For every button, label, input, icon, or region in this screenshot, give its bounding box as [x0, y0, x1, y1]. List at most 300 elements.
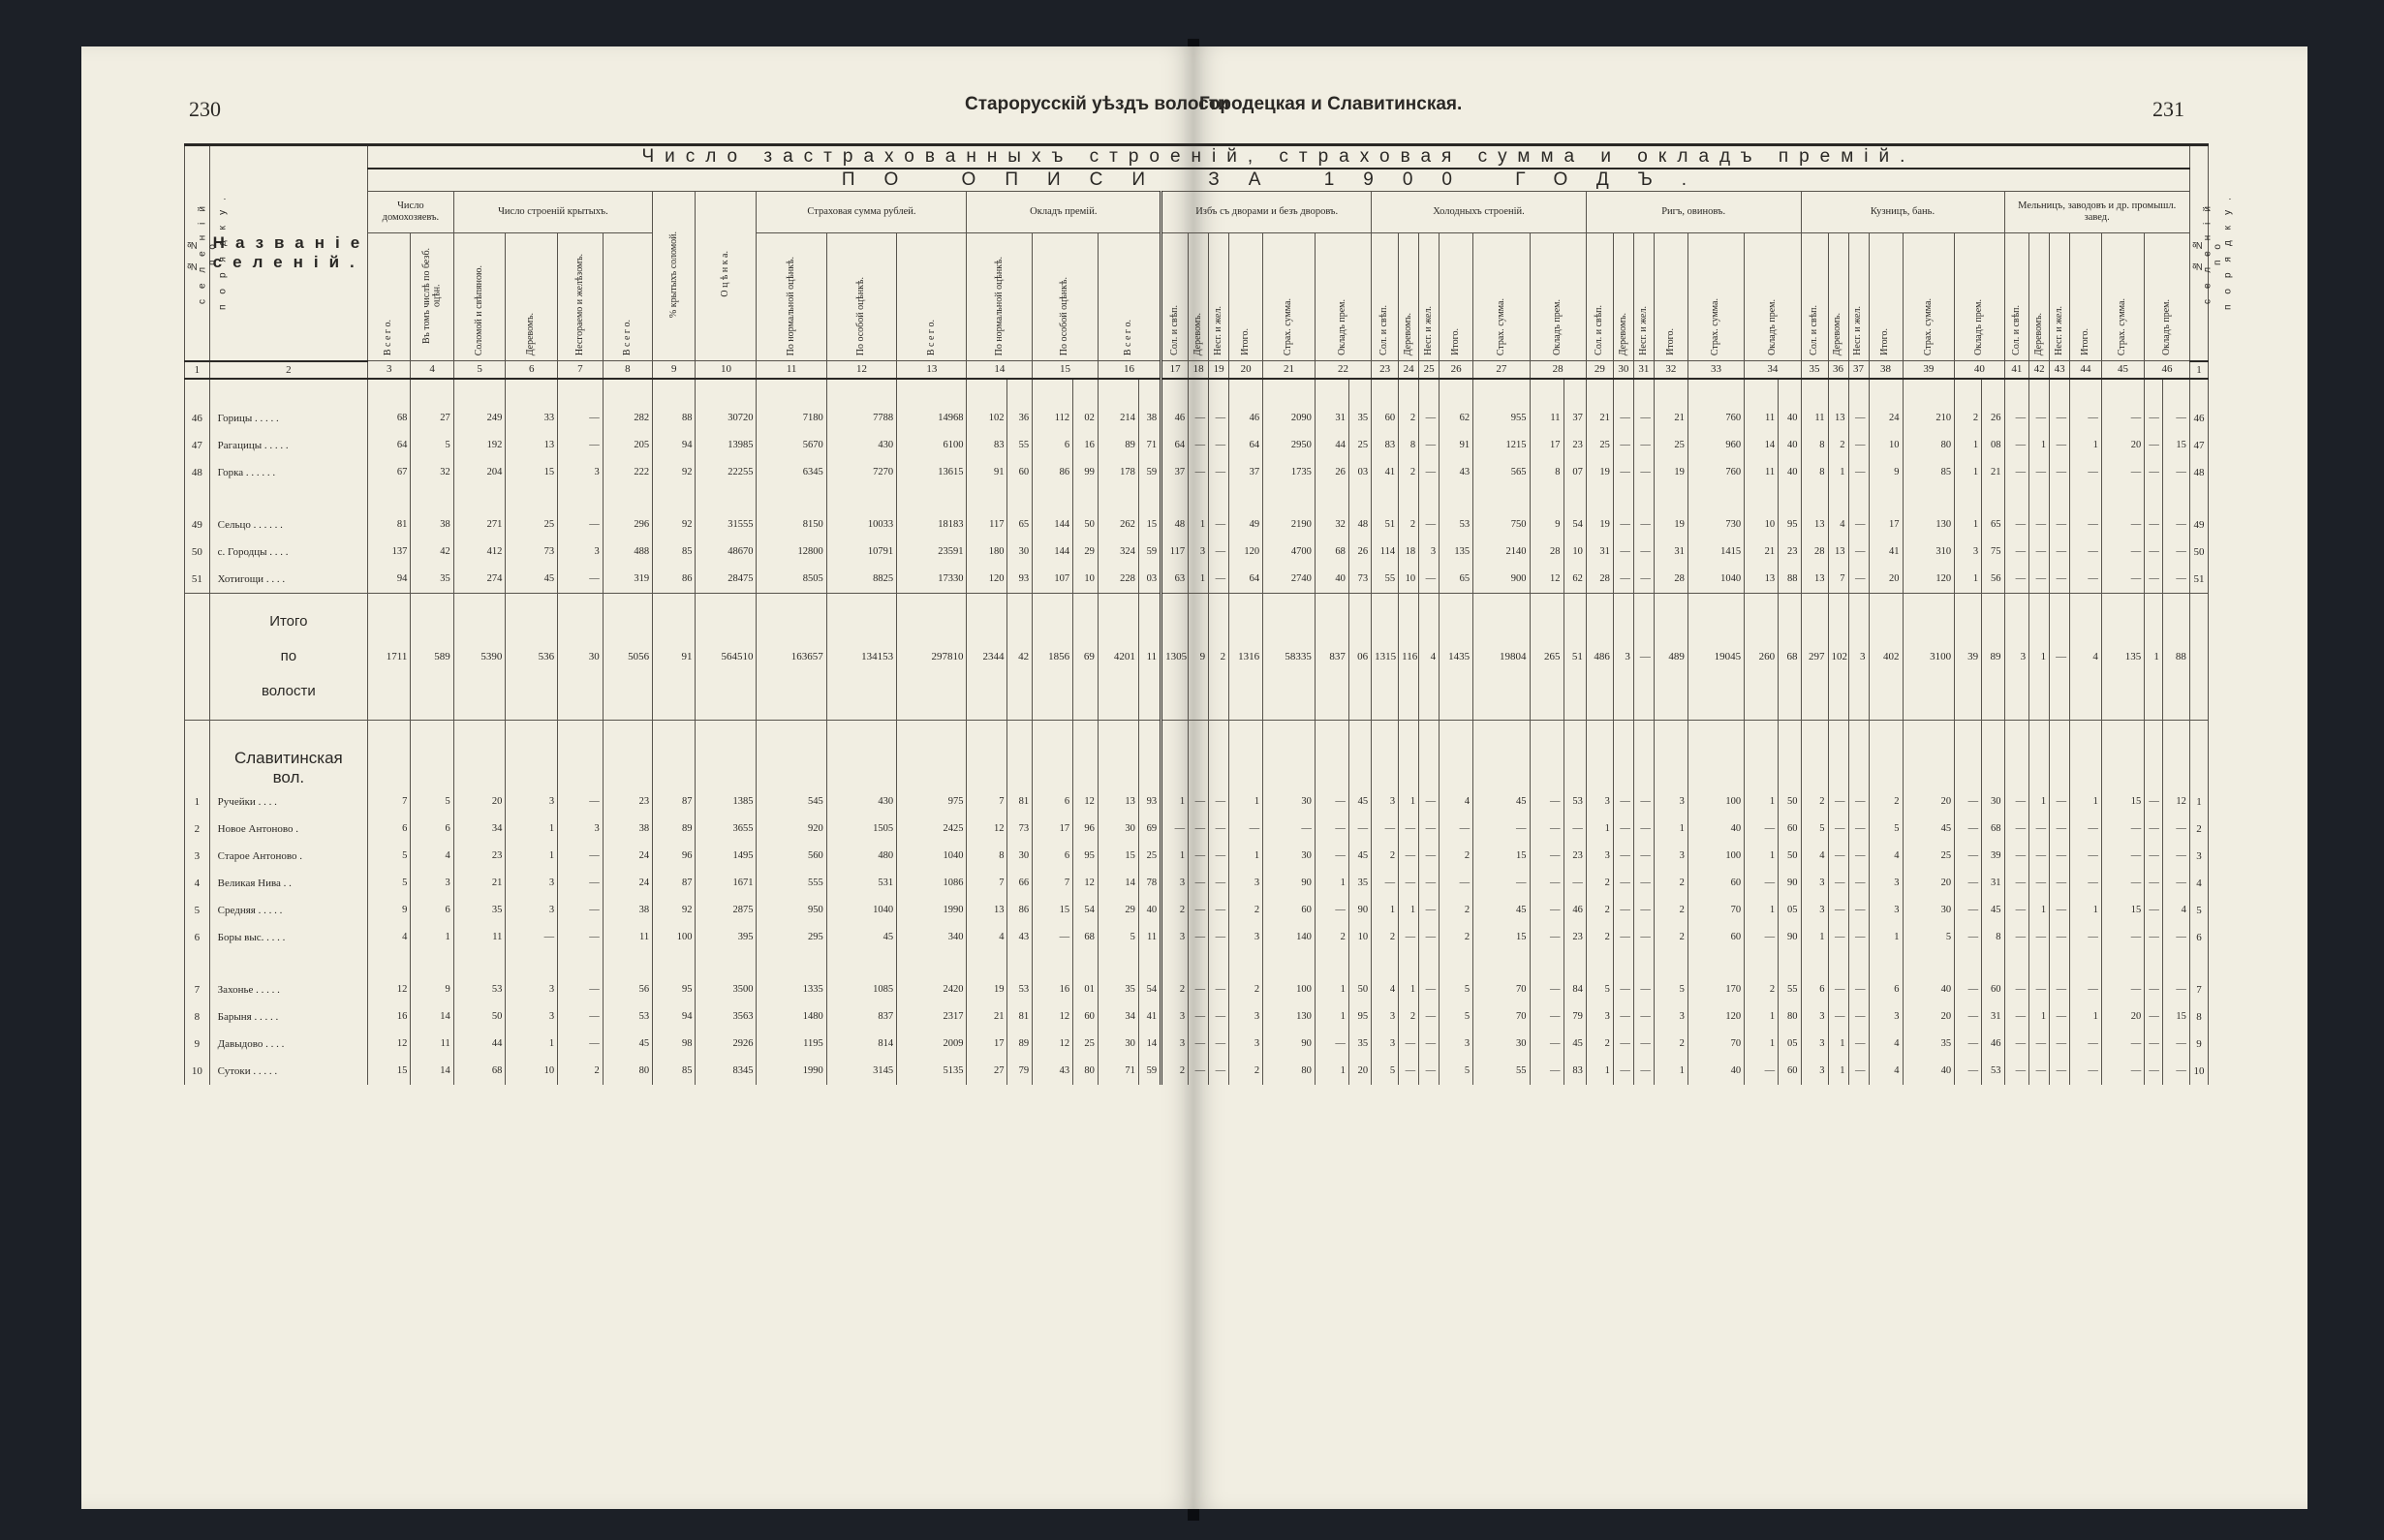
cell-c20: 49: [1229, 511, 1263, 539]
cell-c44: —: [2070, 405, 2102, 432]
cell-c46b: —: [2162, 843, 2189, 870]
cell-c15b: 80: [1073, 1058, 1099, 1085]
cell-c17: 2: [1161, 976, 1189, 1003]
cell-c23: 4: [1372, 976, 1399, 1003]
cell-c25: —: [1419, 432, 1440, 459]
cell-c31: —: [1633, 897, 1654, 924]
cell-c42: —: [2029, 1031, 2050, 1058]
cell-c22a: 1: [1315, 1058, 1348, 1085]
column-number: 8: [603, 361, 652, 379]
cell-c44: 1: [2070, 897, 2102, 924]
cell-c16b: 11: [1138, 924, 1161, 951]
cell-c10: 8345: [696, 1058, 757, 1085]
cell-c22b: 48: [1348, 511, 1371, 539]
column-number: 22: [1315, 361, 1371, 379]
row-number-right: 47: [2189, 432, 2208, 459]
cell-c5: 204: [453, 459, 506, 486]
cell-c29: 2: [1586, 924, 1613, 951]
cell-c18: —: [1189, 1003, 1209, 1031]
cell-c27: 45: [1473, 897, 1530, 924]
cell-c15a: 12: [1033, 1003, 1073, 1031]
cell-c22b: 95: [1348, 1003, 1371, 1031]
cell-c31: —: [1633, 566, 1654, 594]
cell-c11: 12800: [757, 539, 826, 566]
cell-c22a: 68: [1315, 539, 1348, 566]
cell-c30: —: [1613, 1031, 1633, 1058]
hdr-izby-itogo: Итого.: [1229, 233, 1263, 361]
cell-c36: 13: [1828, 405, 1848, 432]
cell-c35: 11: [1801, 405, 1828, 432]
hdr-vsego-2: В с е г о.: [603, 233, 652, 361]
row-number: 3: [185, 843, 210, 870]
total-c32: 489: [1654, 593, 1687, 720]
cell-c26: 2: [1440, 843, 1473, 870]
cell-c29: 3: [1586, 788, 1613, 816]
cell-c12: 7270: [826, 459, 896, 486]
cell-c16a: 13: [1098, 788, 1138, 816]
cell-c30: —: [1613, 405, 1633, 432]
cell-c35: 8: [1801, 459, 1828, 486]
cell-c14b: 81: [1007, 1003, 1033, 1031]
cell-c7: —: [558, 843, 604, 870]
cell-c9: 85: [653, 539, 696, 566]
cell-c30: —: [1613, 976, 1633, 1003]
cell-c33: 730: [1687, 511, 1744, 539]
cell-c31: —: [1633, 816, 1654, 843]
cell-c46b: —: [2162, 566, 2189, 594]
cell-c4: 4: [411, 843, 453, 870]
cell-c24: 2: [1399, 405, 1419, 432]
cell-c14b: 36: [1007, 405, 1033, 432]
cell-c8: 38: [603, 816, 652, 843]
cell-c19: —: [1209, 788, 1229, 816]
cell-c12: 814: [826, 1031, 896, 1058]
cell-c3: 4: [368, 924, 411, 951]
cell-c5: 274: [453, 566, 506, 594]
row-number-right: 1: [2189, 788, 2208, 816]
cell-c22a: 2: [1315, 924, 1348, 951]
cell-c46b: 4: [2162, 897, 2189, 924]
row-number-right: 46: [2189, 405, 2208, 432]
cell-c40b: 31: [1982, 870, 2004, 897]
row-number-right: 2: [2189, 816, 2208, 843]
po-opisi-subtitle: ПО ОПИСИ ЗА 1900 ГОДЪ.: [368, 169, 2190, 192]
cell-c30: —: [1613, 539, 1633, 566]
cell-c28a: 8: [1530, 459, 1564, 486]
cell-c37: —: [1848, 405, 1869, 432]
cell-c39: 130: [1903, 511, 1955, 539]
cell-c23: 3: [1372, 1031, 1399, 1058]
cell-c43: —: [2050, 432, 2070, 459]
cell-c5: 21: [453, 870, 506, 897]
cell-c18: 3: [1189, 539, 1209, 566]
cell-c34b: 05: [1779, 897, 1801, 924]
cell-c17: 3: [1161, 1031, 1189, 1058]
cell-c44: —: [2070, 459, 2102, 486]
cell-c4: 14: [411, 1058, 453, 1085]
cell-c28a: —: [1530, 1003, 1564, 1031]
cell-c20: 3: [1229, 870, 1263, 897]
total-c46b: 88: [2162, 593, 2189, 720]
cell-c3: 16: [368, 1003, 411, 1031]
cell-c14a: 83: [967, 432, 1007, 459]
cell-c18: —: [1189, 432, 1209, 459]
cell-c21: —: [1263, 816, 1316, 843]
cell-c13: 975: [897, 788, 967, 816]
cell-c15b: 29: [1073, 539, 1099, 566]
cell-c18: —: [1189, 897, 1209, 924]
cell-c24: 2: [1399, 459, 1419, 486]
cell-c31: —: [1633, 511, 1654, 539]
cell-c17: 2: [1161, 1058, 1189, 1085]
cell-c28b: —: [1564, 870, 1586, 897]
cell-c8: 11: [603, 924, 652, 951]
cell-c42: —: [2029, 511, 2050, 539]
cell-c6: 3: [506, 788, 558, 816]
cell-c14a: 19: [967, 976, 1007, 1003]
cell-c38: 9: [1869, 459, 1903, 486]
cell-c33: 60: [1687, 924, 1744, 951]
cell-c15a: 7: [1033, 870, 1073, 897]
cell-c28b: 10: [1564, 539, 1586, 566]
cell-c6: —: [506, 924, 558, 951]
settlement-name: Сутоки . . . . .: [209, 1058, 367, 1085]
cell-c46b: —: [2162, 539, 2189, 566]
cell-c3: 94: [368, 566, 411, 594]
cell-c32: 2: [1654, 1031, 1687, 1058]
column-number: 33: [1687, 361, 1744, 379]
total-c29: 486: [1586, 593, 1613, 720]
cell-c23: 83: [1372, 432, 1399, 459]
cell-c22b: —: [1348, 816, 1371, 843]
cell-c43: —: [2050, 566, 2070, 594]
cell-c34b: 60: [1779, 1058, 1801, 1085]
row-number-right: 49: [2189, 511, 2208, 539]
cell-c35: 1: [1801, 924, 1828, 951]
cell-c39: 40: [1903, 976, 1955, 1003]
cell-c44: —: [2070, 870, 2102, 897]
total-c6: 536: [506, 593, 558, 720]
cell-c34a: —: [1745, 1058, 1779, 1085]
cell-c34b: 90: [1779, 870, 1801, 897]
total-c9: 91: [653, 593, 696, 720]
cell-c35: 2: [1801, 788, 1828, 816]
cell-c14b: 30: [1007, 539, 1033, 566]
cell-c23: 3: [1372, 1003, 1399, 1031]
cell-c20: 3: [1229, 924, 1263, 951]
cell-c18: 1: [1189, 566, 1209, 594]
cell-c46a: —: [2145, 459, 2163, 486]
column-number: 9: [653, 361, 696, 379]
hdr-mel-oklad: Окладъ прем.: [2145, 233, 2190, 361]
cell-c30: —: [1613, 843, 1633, 870]
cell-c5: 271: [453, 511, 506, 539]
cell-c11: 295: [757, 924, 826, 951]
cell-c33: 960: [1687, 432, 1744, 459]
column-number: 14: [967, 361, 1033, 379]
cell-c39: 30: [1903, 897, 1955, 924]
cell-c6: 1: [506, 843, 558, 870]
total-c38: 402: [1869, 593, 1903, 720]
row-number-right: 51: [2189, 566, 2208, 594]
cell-c18: —: [1189, 1031, 1209, 1058]
left-page-number: 230: [189, 97, 221, 121]
cell-c15b: 60: [1073, 1003, 1099, 1031]
cell-c29: 1: [1586, 816, 1613, 843]
cell-c42: —: [2029, 459, 2050, 486]
cell-c16b: 59: [1138, 1058, 1161, 1085]
cell-c18: —: [1189, 1058, 1209, 1085]
cell-c23: 114: [1372, 539, 1399, 566]
cell-c8: 24: [603, 843, 652, 870]
cell-c40b: 08: [1982, 432, 2004, 459]
cell-c45: —: [2101, 1058, 2144, 1085]
cell-c24: 8: [1399, 432, 1419, 459]
cell-c43: —: [2050, 1003, 2070, 1031]
cell-c16b: 59: [1138, 539, 1161, 566]
total-c34b: 68: [1779, 593, 1801, 720]
cell-c22b: 35: [1348, 870, 1371, 897]
cell-c7: 3: [558, 816, 604, 843]
cell-c12: 10033: [826, 511, 896, 539]
cell-c3: 68: [368, 405, 411, 432]
cell-c34a: 13: [1745, 566, 1779, 594]
cell-c12: 430: [826, 432, 896, 459]
cell-c28b: 54: [1564, 511, 1586, 539]
cell-c35: 3: [1801, 870, 1828, 897]
cell-c12: 8825: [826, 566, 896, 594]
cell-c12: 3145: [826, 1058, 896, 1085]
cell-c12: 430: [826, 788, 896, 816]
cell-c27: 750: [1473, 511, 1530, 539]
cell-c14b: 65: [1007, 511, 1033, 539]
hdr-kuz-summa: Страх. сумма.: [1903, 233, 1955, 361]
cell-c40a: —: [1955, 976, 1982, 1003]
cell-c32: 1: [1654, 1058, 1687, 1085]
cell-c19: —: [1209, 897, 1229, 924]
cell-c39: 85: [1903, 459, 1955, 486]
cell-c5: 35: [453, 897, 506, 924]
cell-c31: —: [1633, 432, 1654, 459]
cell-c34a: 14: [1745, 432, 1779, 459]
cell-c42: 1: [2029, 788, 2050, 816]
settlement-name: Ручейки . . . .: [209, 788, 367, 816]
cell-c18: —: [1189, 816, 1209, 843]
table-row: [185, 1031, 2209, 1058]
cell-c46a: —: [2145, 566, 2163, 594]
hdr-mel-der: Деревомъ.: [2029, 233, 2050, 361]
cell-c4: 11: [411, 1031, 453, 1058]
total-row: [185, 593, 2209, 720]
cell-c32: 2: [1654, 870, 1687, 897]
cell-c16a: 71: [1098, 1058, 1138, 1085]
cell-c44: 1: [2070, 432, 2102, 459]
cell-c23: 5: [1372, 1058, 1399, 1085]
cell-c21: 2950: [1263, 432, 1316, 459]
cell-c13: 340: [897, 924, 967, 951]
cell-c16a: 324: [1098, 539, 1138, 566]
group-premium: Окладъ премій.: [967, 192, 1161, 233]
row-number: 10: [185, 1058, 210, 1085]
cell-c28a: —: [1530, 897, 1564, 924]
cell-c3: 7: [368, 788, 411, 816]
cell-c22a: 31: [1315, 405, 1348, 432]
settlement-name: Горка . . . . . .: [209, 459, 367, 486]
cell-c8: 80: [603, 1058, 652, 1085]
cell-c28a: —: [1530, 1031, 1564, 1058]
total-c25: 4: [1419, 593, 1440, 720]
cell-c26: 62: [1440, 405, 1473, 432]
cell-c18: —: [1189, 459, 1209, 486]
spacer-row: [185, 951, 2209, 976]
cell-c26: 43: [1440, 459, 1473, 486]
cell-c46b: —: [2162, 459, 2189, 486]
cell-c15a: —: [1033, 924, 1073, 951]
cell-c9: 98: [653, 1031, 696, 1058]
cell-c17: 63: [1161, 566, 1189, 594]
cell-c25: —: [1419, 405, 1440, 432]
cell-c44: —: [2070, 539, 2102, 566]
cell-c20: 37: [1229, 459, 1263, 486]
cell-c44: —: [2070, 976, 2102, 1003]
cell-c20: 2: [1229, 1058, 1263, 1085]
cell-c27: 15: [1473, 924, 1530, 951]
cell-c40b: 46: [1982, 1031, 2004, 1058]
cell-c18: —: [1189, 843, 1209, 870]
cell-c40b: 31: [1982, 1003, 2004, 1031]
column-number: 40: [1955, 361, 2004, 379]
total-c16b: 11: [1138, 593, 1161, 720]
cell-c46a: —: [2145, 976, 2163, 1003]
cell-c15a: 144: [1033, 539, 1073, 566]
cell-c9: 88: [653, 405, 696, 432]
hdr-khol-nesg: Несг. и жел.: [1419, 233, 1440, 361]
cell-c38: 4: [1869, 843, 1903, 870]
cell-c16a: 35: [1098, 976, 1138, 1003]
cell-c27: 565: [1473, 459, 1530, 486]
cell-c42: —: [2029, 870, 2050, 897]
hdr-khol-oklad: Окладъ прем.: [1530, 233, 1586, 361]
cell-c7: 3: [558, 539, 604, 566]
cell-c16b: 03: [1138, 566, 1161, 594]
settlement-name: с. Городцы . . . .: [209, 539, 367, 566]
cell-c40a: —: [1955, 788, 1982, 816]
cell-c13: 2317: [897, 1003, 967, 1031]
cell-c40b: 45: [1982, 897, 2004, 924]
cell-c9: 96: [653, 843, 696, 870]
column-number: 28: [1530, 361, 1586, 379]
cell-c40b: 26: [1982, 405, 2004, 432]
hdr-izby-summa: Страх. сумма.: [1263, 233, 1316, 361]
column-number: 35: [1801, 361, 1828, 379]
row-number-right: 6: [2189, 924, 2208, 951]
cell-c22a: 32: [1315, 511, 1348, 539]
total-c27: 19804: [1473, 593, 1530, 720]
row-number: 48: [185, 459, 210, 486]
cell-c6: 73: [506, 539, 558, 566]
cell-c24: —: [1399, 816, 1419, 843]
cell-c17: 1: [1161, 788, 1189, 816]
hdr-kuz-oklad: Окладъ прем.: [1955, 233, 2004, 361]
hdr-rigi-der: Деревомъ.: [1613, 233, 1633, 361]
cell-c14a: 13: [967, 897, 1007, 924]
running-title-right: Городецкая и Славитинская.: [1199, 94, 1463, 114]
cell-c24: 18: [1399, 539, 1419, 566]
cell-c16a: 89: [1098, 432, 1138, 459]
cell-c8: 56: [603, 976, 652, 1003]
row-number-header-right: №№ селеній по порядку.: [2189, 145, 2208, 361]
hdr-izby-oklad: Окладъ прем.: [1315, 233, 1371, 361]
cell-c41: —: [2004, 897, 2029, 924]
cell-c15b: 96: [1073, 816, 1099, 843]
cell-c42: —: [2029, 843, 2050, 870]
total-c10: 564510: [696, 593, 757, 720]
cell-c6: 33: [506, 405, 558, 432]
cell-c37: —: [1848, 432, 1869, 459]
cell-c37: —: [1848, 1058, 1869, 1085]
cell-c18: —: [1189, 788, 1209, 816]
cell-c41: —: [2004, 459, 2029, 486]
cell-c36: —: [1828, 870, 1848, 897]
cell-c34b: 55: [1779, 976, 1801, 1003]
cell-c23: —: [1372, 870, 1399, 897]
column-number: 44: [2070, 361, 2102, 379]
hdr-izby-sol: Сол. и свѣп.: [1161, 233, 1189, 361]
cell-c14b: 66: [1007, 870, 1033, 897]
cell-c39: 20: [1903, 788, 1955, 816]
cell-c45: —: [2101, 511, 2144, 539]
cell-c4: 35: [411, 566, 453, 594]
column-number: 45: [2101, 361, 2144, 379]
row-number-header: №№ селеній по порядку.: [185, 145, 210, 361]
cell-c27: —: [1473, 816, 1530, 843]
cell-c27: 45: [1473, 788, 1530, 816]
total-label-line: волости: [261, 682, 316, 699]
hdr-rigi-oklad: Окладъ прем.: [1745, 233, 1801, 361]
cell-c35: 4: [1801, 843, 1828, 870]
cell-c46a: —: [2145, 1058, 2163, 1085]
cell-c5: 23: [453, 843, 506, 870]
cell-c28b: 37: [1564, 405, 1586, 432]
cell-c22b: 10: [1348, 924, 1371, 951]
cell-c46a: —: [2145, 870, 2163, 897]
cell-c17: 117: [1161, 539, 1189, 566]
cell-c9: 89: [653, 816, 696, 843]
total-c44: 4: [2070, 593, 2102, 720]
cell-c24: —: [1399, 924, 1419, 951]
cell-c10: 2926: [696, 1031, 757, 1058]
cell-c8: 282: [603, 405, 652, 432]
cell-c24: —: [1399, 843, 1419, 870]
cell-c8: 319: [603, 566, 652, 594]
hdr-noncomb: Несгораемо и желѣзомъ.: [558, 233, 604, 361]
cell-c38: 2: [1869, 788, 1903, 816]
total-c17: 1305: [1161, 593, 1189, 720]
column-number: 30: [1613, 361, 1633, 379]
cell-c14a: 180: [967, 539, 1007, 566]
cell-c28b: 23: [1564, 924, 1586, 951]
cell-c34a: 1: [1745, 897, 1779, 924]
cell-c46b: —: [2162, 1031, 2189, 1058]
cell-c24: —: [1399, 1058, 1419, 1085]
cell-c7: 2: [558, 1058, 604, 1085]
cell-c6: 15: [506, 459, 558, 486]
table-row: [185, 432, 2209, 459]
cell-c25: —: [1419, 1031, 1440, 1058]
cell-c28a: —: [1530, 870, 1564, 897]
cell-c29: 3: [1586, 843, 1613, 870]
cell-c9: 95: [653, 976, 696, 1003]
